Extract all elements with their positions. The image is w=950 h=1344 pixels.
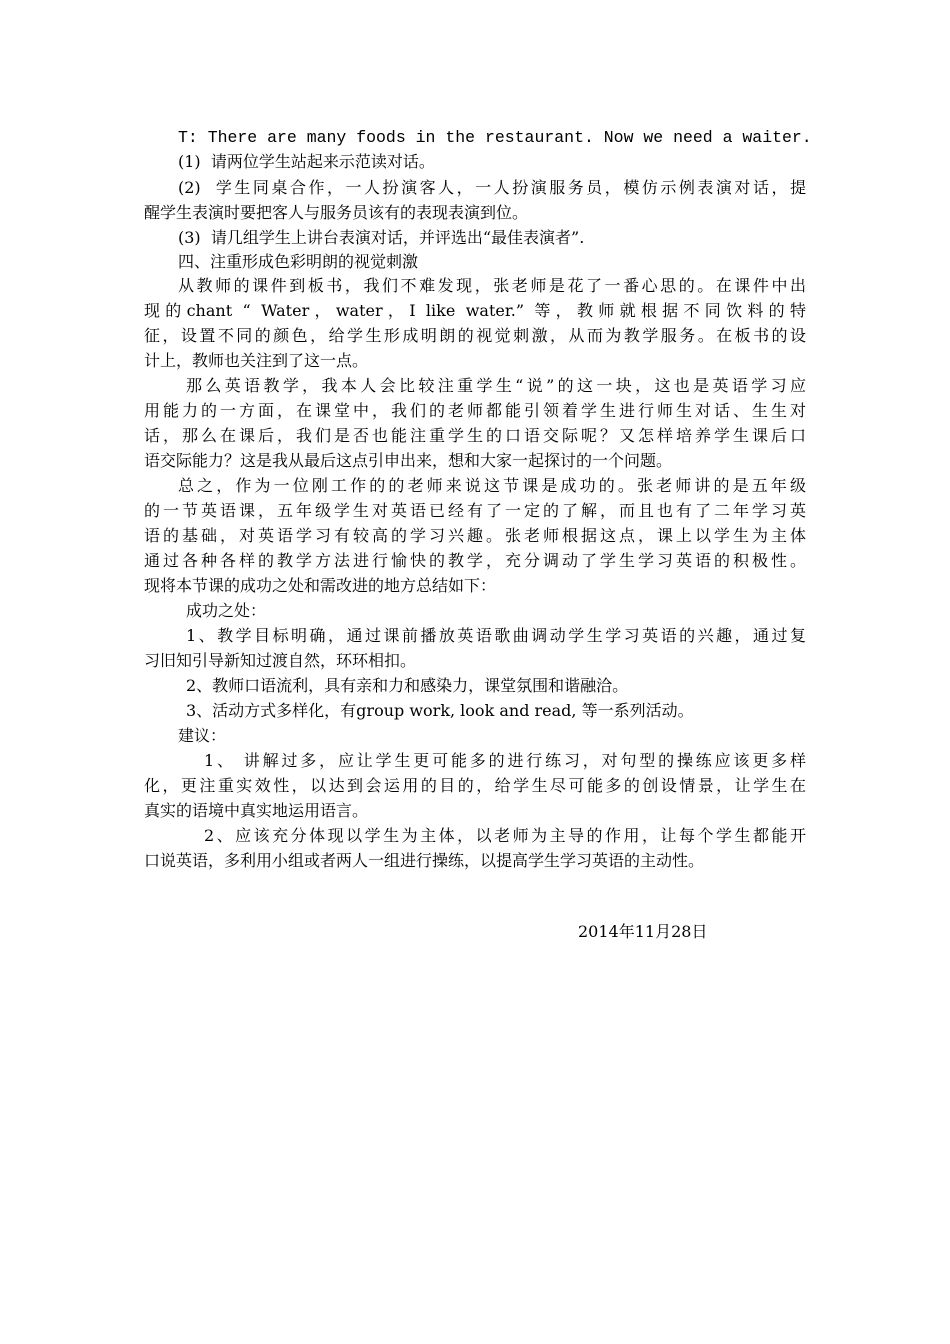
text-line: (1) 请两位学生站起来示范读对话。 [178, 152, 435, 171]
text-line: 2、教师口语流利，具有亲和力和感染力，课堂氛围和谐融洽。 [186, 676, 629, 695]
section-heading: 四、注重形成色彩明朗的视觉刺激 [178, 252, 419, 271]
text-line: 话，那么在课后，我们是否也能注重学生的口语交际呢？又怎样培养学生课后口 [144, 426, 806, 445]
text-line: 习旧知引导新知过渡自然，环环相扣。 [144, 651, 417, 670]
text-line: 3、活动方式多样化，有group work, look and read, 等一系列活动。 [186, 701, 694, 720]
text-line: 用能力的一方面，在课堂中，我们的老师都能引领着学生进行师生对话、生生对 [144, 401, 806, 420]
text-line: 语的基础，对英语学习有较高的学习兴趣。张老师根据这点，课上以学生为主体 [144, 526, 806, 545]
text-line: 的一节英语课，五年级学生对英语已经有了一定的了解，而且也有了二年学习英 [144, 501, 806, 520]
text-line: 真实的语境中真实地运用语言。 [144, 801, 369, 820]
text-line: 征，设置不同的颜色，给学生形成明朗的视觉刺激，从而为教学服务。在板书的设 [144, 326, 806, 345]
text-line: 1、 讲解过多，应让学生更可能多的进行练习，对句型的操练应该更多样 [204, 751, 806, 770]
text-line: 现的chant “ Water，water，I like water.” 等，教师就根据不同饮料的特 [144, 301, 806, 320]
subheading-suggestions: 建议： [178, 726, 227, 745]
text-line: 醒学生表演时要把客人与服务员该有的表现表演到位。 [144, 203, 529, 222]
text-line: 口说英语，多利用小组或者两人一组进行操练，以提高学生学习英语的主动性。 [144, 851, 705, 870]
text-line: 通过各种各样的教学方法进行愉快的教学，充分调动了学生学习英语的积极性。 [144, 551, 806, 570]
text-line: 化，更注重实效性，以达到会运用的目的，给学生尽可能多的创设情景，让学生在 [144, 776, 806, 795]
text-line: T: There are many foods in the restaurant. Now we need a waiter. [178, 128, 812, 147]
document-date: 2014年11月28日 [578, 922, 708, 941]
text-line: 从教师的课件到板书，我们不难发现，张老师是花了一番心思的。在课件中出 [178, 276, 806, 295]
text-line: 2、应该充分体现以学生为主体，以老师为主导的作用，让每个学生都能开 [204, 826, 806, 845]
text-line: (3) 请几组学生上讲台表演对话，并评选出“最佳表演者”. [178, 228, 585, 247]
text-line: 语交际能力？这是我从最后这点引申出来，想和大家一起探讨的一个问题。 [144, 451, 673, 470]
text-line: 那么英语教学，我本人会比较注重学生“说”的这一块，这也是英语学习应 [186, 376, 806, 395]
text-line: 计上，教师也关注到了这一点。 [144, 351, 369, 370]
text-line: 1、教学目标明确，通过课前播放英语歌曲调动学生学习英语的兴趣，通过复 [186, 626, 806, 645]
subheading-successes: 成功之处： [186, 601, 267, 620]
text-line: 总之，作为一位刚工作的的老师来说这节课是成功的。张老师讲的是五年级 [178, 476, 806, 495]
text-line: 现将本节课的成功之处和需改进的地方总结如下： [144, 576, 497, 595]
text-line: (2) 学生同桌合作，一人扮演客人，一人扮演服务员，模仿示例表演对话，提 [178, 178, 806, 197]
